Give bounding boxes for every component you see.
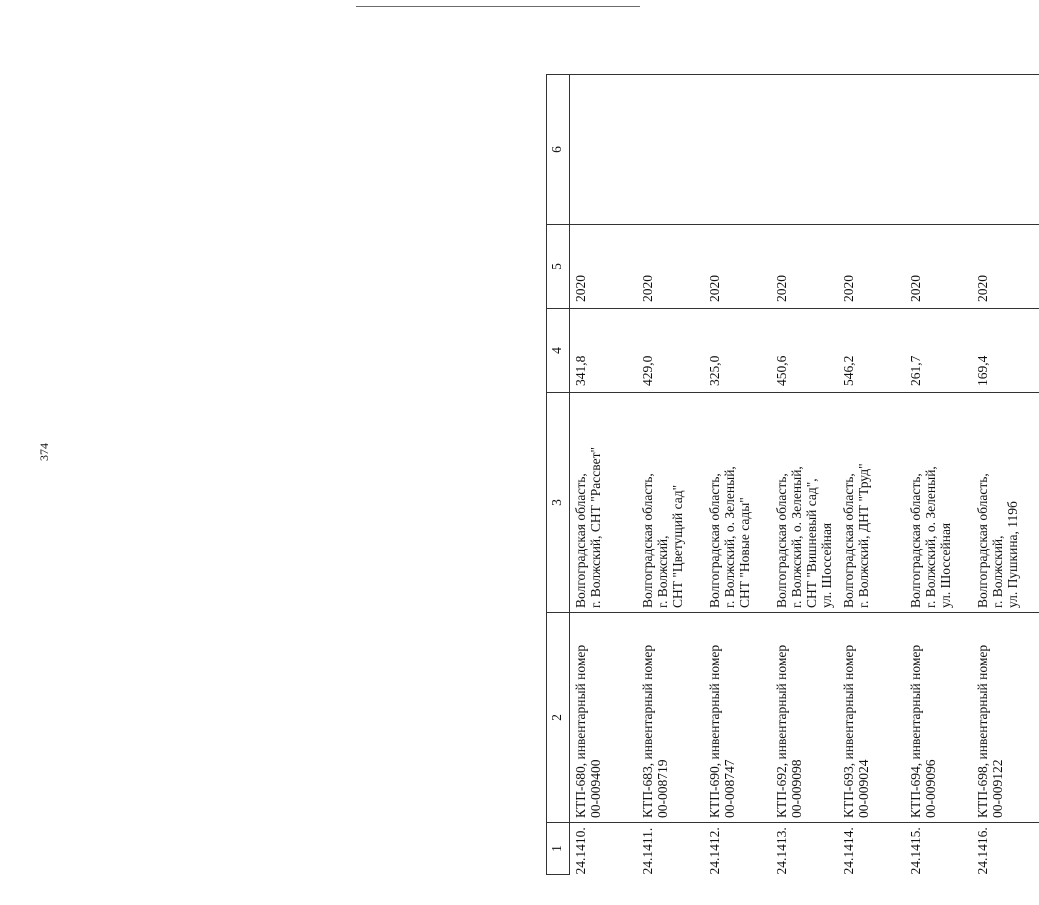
- table-row: [637, 75, 704, 875]
- address-cell-line: СНТ "Вишневый сад",: [804, 478, 819, 608]
- year-cell: [570, 225, 638, 309]
- address-cell: [838, 393, 905, 613]
- address-cell-line: г. Волжский, ДНТ "Труд": [856, 463, 871, 608]
- object-name-cell: [704, 613, 771, 823]
- address-cell: [637, 393, 704, 613]
- address-cell-line: СНТ "Цветущий сад": [670, 484, 685, 608]
- address-cell-line: ул. Пушкина, 119б: [1005, 501, 1020, 608]
- note-cell: [972, 75, 1039, 225]
- value-cell-text: 429,0: [640, 355, 655, 386]
- row-number-cell: [771, 823, 838, 875]
- value-cell-text: 325,0: [707, 355, 722, 386]
- inventory-table: [546, 74, 1039, 875]
- object-name-cell-line: КТП-693, инвентарный номер: [841, 644, 856, 818]
- note-cell: [570, 75, 638, 225]
- object-name-cell-line: 00-009096: [923, 759, 938, 818]
- table-row: [838, 75, 905, 875]
- year-cell-text: 2020: [640, 275, 655, 302]
- object-name-cell-line: КТП-692, инвентарный номер: [774, 644, 789, 818]
- header-cell: 5: [547, 225, 570, 309]
- object-name-cell-line: КТП-680, инвентарный номер: [573, 644, 588, 818]
- header-cell: 1: [547, 823, 570, 875]
- row-number-cell: [838, 823, 905, 875]
- row-number-cell-text: 24.1416.: [975, 827, 990, 875]
- address-cell-line: Волгоградская область,: [908, 473, 923, 608]
- page-number: 374: [37, 443, 51, 461]
- year-cell: [905, 225, 972, 309]
- header-cell: 3: [547, 393, 570, 613]
- address-cell: [570, 393, 638, 613]
- object-name-cell: [637, 613, 704, 823]
- value-cell-text: 450,6: [774, 355, 789, 386]
- object-name-cell-line: КТП-698, инвентарный номер: [975, 644, 990, 818]
- header-cell: 2: [547, 613, 570, 823]
- row-number-cell-text: 24.1411.: [640, 827, 655, 875]
- address-cell-line: Волгоградская область,: [640, 473, 655, 608]
- address-cell-line: Волгоградская область,: [573, 473, 588, 608]
- table-row: [972, 75, 1039, 875]
- address-cell: [704, 393, 771, 613]
- year-cell: [972, 225, 1039, 309]
- address-cell-line: Волгоградская область,: [975, 473, 990, 608]
- address-cell-line: г. Волжский, о. Зеленый,: [789, 466, 804, 608]
- value-cell: [905, 309, 972, 393]
- year-cell: [838, 225, 905, 309]
- address-cell-line: г. Волжский,: [990, 535, 1005, 608]
- object-name-cell-line: 00-009098: [789, 759, 804, 818]
- table-header-row: [547, 75, 570, 875]
- row-number-cell: [972, 823, 1039, 875]
- address-cell-line: г. Волжский, о. Зеленый,: [923, 466, 938, 608]
- object-name-cell: [905, 613, 972, 823]
- table-row: [704, 75, 771, 875]
- row-number-cell: [637, 823, 704, 875]
- note-cell: [905, 75, 972, 225]
- object-name-cell-line: КТП-690, инвентарный номер: [707, 644, 722, 818]
- object-name-cell-line: КТП-683, инвентарный номер: [640, 644, 655, 818]
- address-cell: [972, 393, 1039, 613]
- header-cell: 4: [547, 309, 570, 393]
- note-cell: [637, 75, 704, 225]
- year-cell-text: 2020: [841, 275, 856, 302]
- row-number-cell-text: 24.1414.: [841, 827, 856, 875]
- value-cell: [838, 309, 905, 393]
- year-cell-text: 2020: [774, 275, 789, 302]
- year-cell-text: 2020: [707, 275, 722, 302]
- object-name-cell: [972, 613, 1039, 823]
- note-cell: [838, 75, 905, 225]
- row-number-cell: [570, 823, 638, 875]
- address-cell-line: г. Волжский,: [655, 535, 670, 608]
- year-cell: [637, 225, 704, 309]
- year-cell-text: 2020: [908, 275, 923, 302]
- value-cell: [704, 309, 771, 393]
- row-number-cell: [905, 823, 972, 875]
- note-cell: [771, 75, 838, 225]
- object-name-cell: [838, 613, 905, 823]
- address-cell-line: г. Волжский, СНТ "Рассвет": [588, 447, 603, 608]
- object-name-cell-line: 00-008719: [655, 759, 670, 818]
- value-cell: [771, 309, 838, 393]
- value-cell-text: 261,7: [908, 355, 923, 386]
- value-cell: [637, 309, 704, 393]
- year-cell-text: 2020: [573, 275, 588, 302]
- object-name-cell: [771, 613, 838, 823]
- address-cell-line: ул. Шоссейная: [819, 522, 834, 608]
- note-cell: [704, 75, 771, 225]
- value-cell-text: 546,2: [841, 355, 856, 386]
- value-cell: [570, 309, 638, 393]
- object-name-cell-line: 00-009122: [990, 759, 1005, 818]
- table-row: [570, 75, 638, 875]
- value-cell-text: 341,8: [573, 355, 588, 386]
- object-name-cell-line: 00-008747: [722, 759, 737, 818]
- value-cell: [972, 309, 1039, 393]
- address-cell-line: СНТ "Новые сады": [737, 497, 752, 608]
- address-cell-line: г. Волжский, о. Зеленый,: [722, 466, 737, 608]
- header-cell: 6: [547, 75, 570, 225]
- year-cell-text: 2020: [975, 275, 990, 302]
- address-cell: [771, 393, 838, 613]
- object-name-cell-line: КТП-694, инвентарный номер: [908, 644, 923, 818]
- address-cell-line: Волгоградская область,: [707, 473, 722, 608]
- row-number-cell: [704, 823, 771, 875]
- year-cell: [771, 225, 838, 309]
- row-number-cell-text: 24.1415.: [908, 827, 923, 875]
- row-number-cell-text: 24.1413.: [774, 827, 789, 875]
- row-number-cell-text: 24.1410.: [573, 827, 588, 875]
- address-cell: [905, 393, 972, 613]
- object-name-cell-line: 00-009400: [588, 759, 603, 818]
- row-number-cell-text: 24.1412.: [707, 827, 722, 875]
- object-name-cell-line: 00-009024: [856, 759, 871, 818]
- table-row: [905, 75, 972, 875]
- address-cell-line: ул. Шоссейная: [938, 522, 953, 608]
- value-cell-text: 169,4: [975, 355, 990, 386]
- table-row: [771, 75, 838, 875]
- address-cell-line: Волгоградская область,: [774, 473, 789, 608]
- year-cell: [704, 225, 771, 309]
- object-name-cell: [570, 613, 638, 823]
- address-cell-line: Волгоградская область,: [841, 473, 856, 608]
